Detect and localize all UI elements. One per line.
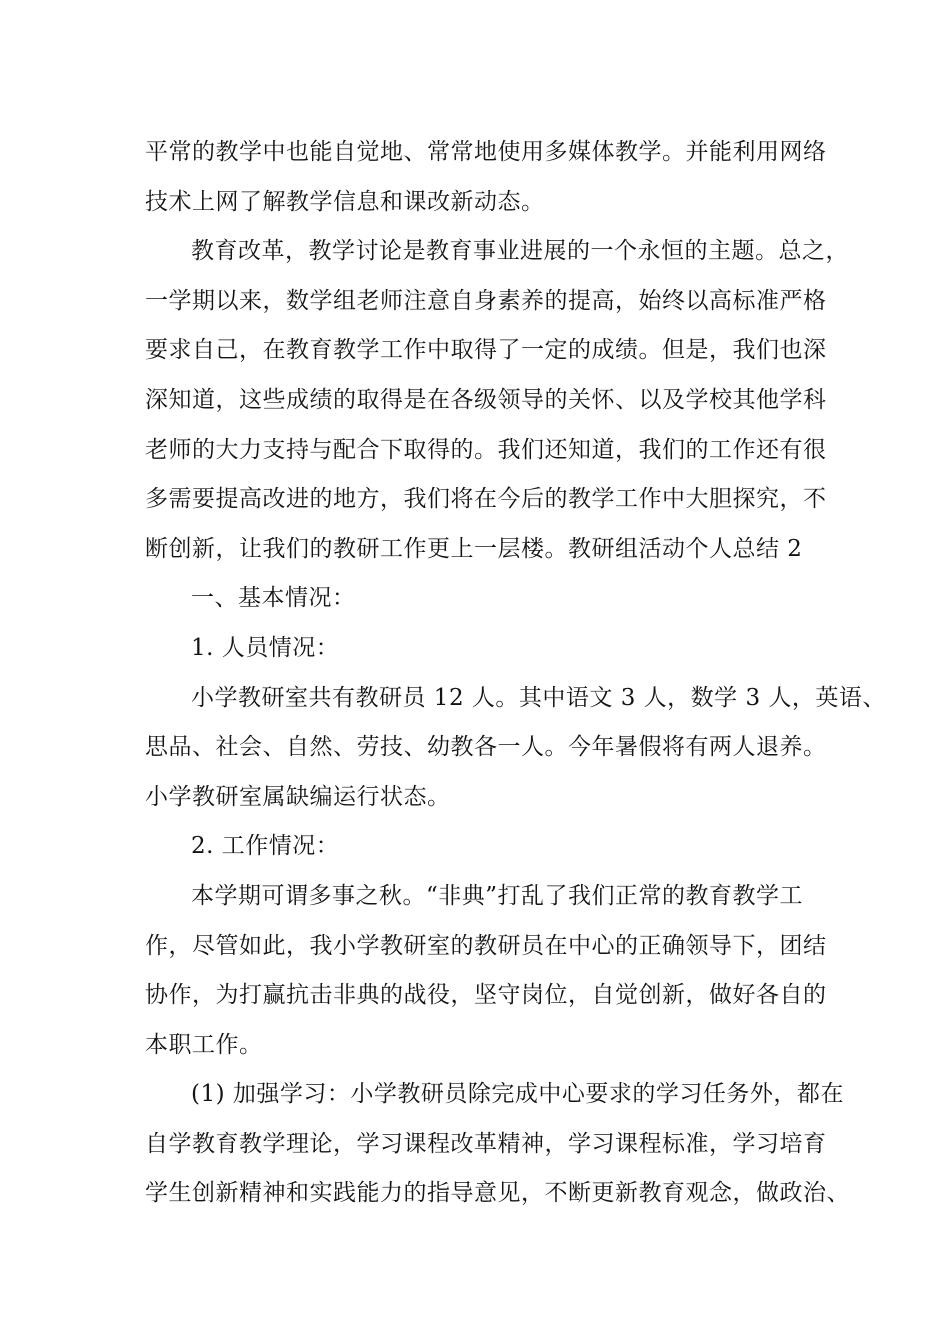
text-line: 深知道，这些成绩的取得是在各级领导的关怀、以及学校其他学科 <box>145 386 827 413</box>
text-line: 一学期以来，数学组老师注意自身素养的提高，始终以高标准严格 <box>145 287 827 314</box>
paragraph-staff <box>145 674 886 823</box>
text-line: 学生创新精神和实践能力的指导意见，不断更新教育观念，做政治、 <box>145 1180 850 1207</box>
text-line: 老师的大力支持与配合下取得的。我们还知道，我们的工作还有很 <box>145 436 827 463</box>
text-line: 多需要提高改进的地方，我们将在今后的教学工作中大胆探究，不 <box>145 486 827 513</box>
text-line: 本学期可谓多事之秋。“非典”打乱了我们正常的教育教学工 <box>191 882 804 909</box>
text-line: 平常的教学中也能自觉地、常常地使用多媒体教学。并能利用网络 <box>145 139 827 165</box>
text-line: 小学教研室共有教研员 12 人。其中语文 3 人，数学 3 人，英语、 <box>191 684 886 711</box>
text-line: 本职工作。 <box>145 1031 263 1058</box>
text-line: 协作，为打赢抗击非典的战役，坚守岗位，自觉创新，做好各自的 <box>145 982 827 1009</box>
text-line: (1) 加强学习：小学教研员除完成中心要求的学习任务外，都在 <box>191 1081 844 1108</box>
section-heading-basic-situation <box>145 574 830 624</box>
paragraph-study <box>145 1070 850 1219</box>
text-line: 技术上网了解教学信息和课改新动态。 <box>145 188 545 215</box>
heading-line: 2. 工作情况： <box>191 833 340 860</box>
paragraph-continuation <box>145 128 830 227</box>
subsection-heading-staff <box>145 624 830 674</box>
text-line: 作，尽管如此，我小学教研室的教研员在中心的正确领导下，团结 <box>145 932 827 959</box>
text-line: 要求自己，在教育教学工作中取得了一定的成绩。但是，我们也深 <box>145 337 827 364</box>
subsection-heading-work <box>145 822 830 872</box>
text-line: 教育改革，教学讨论是教育事业进展的一个永恒的主题。总之， <box>191 238 849 265</box>
text-line: 断创新，让我们的教研工作更上一层楼。教研组活动个人总结 2 <box>145 535 803 562</box>
text-line: 小学教研室属缺编运行状态。 <box>145 783 451 810</box>
text-line: 思品、社会、自然、劳技、幼教各一人。今年暑假将有两人退养。 <box>145 734 827 761</box>
paragraph-summary <box>145 227 849 574</box>
text-line: 自学教育教学理论，学习课程改革精神，学习课程标准，学习培育 <box>145 1130 827 1157</box>
heading-line: 1. 人员情况： <box>191 634 340 661</box>
heading-line: 一、基本情况： <box>191 585 356 612</box>
paragraph-work <box>145 872 830 1070</box>
